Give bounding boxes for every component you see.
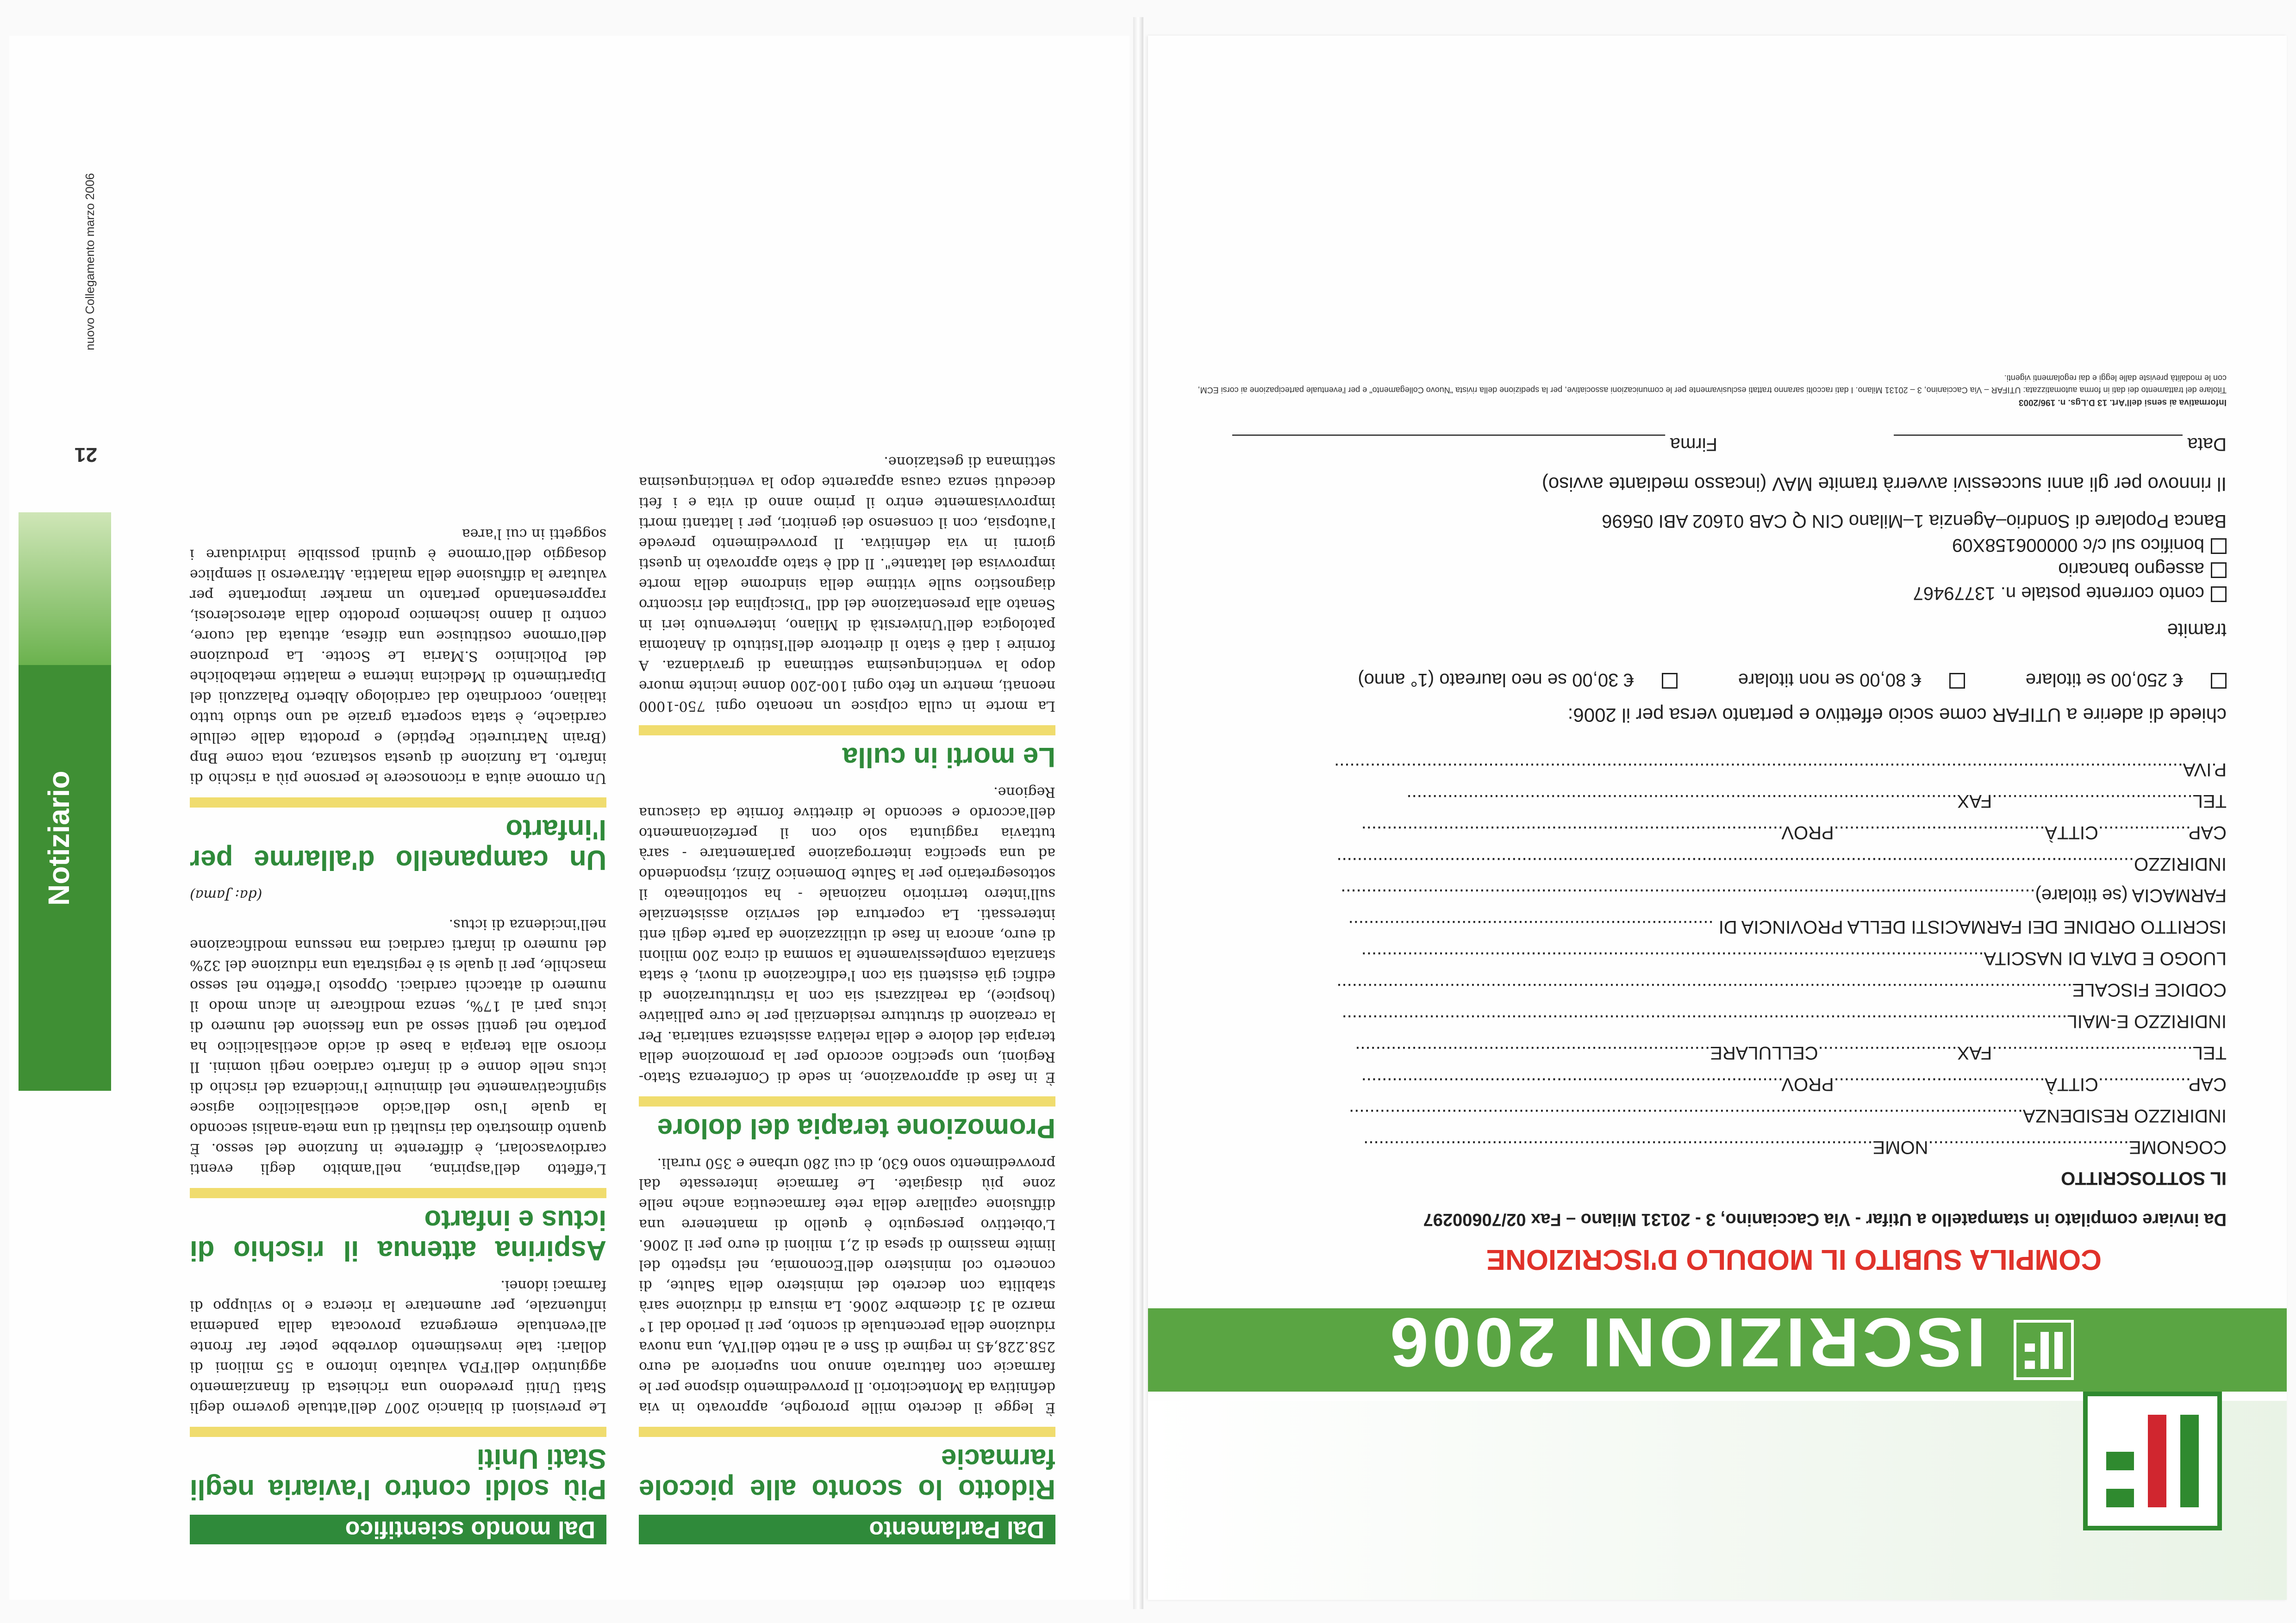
newsletter-column-2 <box>190 514 606 1544</box>
renewal-note: Il rinnovo per gli anni successivi avverrà tramite MAV (incasso mediante avviso) <box>1541 473 2227 495</box>
article-title-culla: Le morti in culla <box>842 742 1055 773</box>
checkbox-icon[interactable] <box>2211 673 2227 689</box>
field-pharmacy-tel-fax[interactable]: TEL.......................................FAX........................................................................................................... <box>1406 791 2227 811</box>
membership-request: chiede di aderire a UTIFAR come socio effettivo e pertanto versa per il 2006: <box>1567 704 2227 726</box>
privacy-text: Titolare del trattamento dei dati in forma automatizzata: UTIFAR – Via Caccianino, 3 – 20131 Milano. I dati raccolti saranno trattati esclusivamente per le comunicazioni associative, per la spedizione della rivista "Nuovo Collegamento" e per l'eventuale partecipazione ai corsi ECM, con le modalità previste dalle leggi e dai regolamenti vigenti. <box>1198 373 2227 395</box>
checkbox-icon[interactable] <box>1949 673 1965 689</box>
registration-header <box>1148 1304 2287 1600</box>
checkbox-icon[interactable] <box>2211 538 2227 554</box>
payment-option-postal[interactable]: conto corrente postale n. 13779467 <box>1185 581 2227 605</box>
newsletter-column-1 <box>639 442 1055 1544</box>
field-email[interactable]: INDIRIZZO E-MAIL............................................................................................................................................. <box>1341 1011 2227 1032</box>
field-pharmacy-address[interactable]: INDIRIZZO........................................................................................................................................................... <box>1336 854 2227 874</box>
signatory-label: IL SOTTOSCRITTO <box>2061 1168 2227 1188</box>
binding-gutter <box>1133 17 1143 1609</box>
bank-details: Banca Popolare di Sondrio–Agenzia 1–Milano CIN Q CAB 01602 ABI 05696 <box>1602 511 2227 531</box>
fee-option-neo-laureato[interactable]: € 30,00 se neo laureato (1° anno) <box>1330 670 1677 690</box>
article-body-culla: La morte in culla colpisce un neonato ogni 750-1000 neonati, mentre un feto ogni 100-200 donne incinte muore dopo la venticinquesima settimana di gravidanza. A fornire i dati è stato il direttore dell'Istituto di Anatomia patologica dell'Università di Milano, intervenuto ieri in Senato alla presentazione del ddl "Disciplina del riscontro diagnostico sulle vittime della sindrome della morte improvvisa del lattante". Il ddl è stato approvato in questi giorni in via definitiva. Il provvedimento prevede l'autopsia, con il consenso dei genitori, per i lattanti morti improvvisamente entro il primo anno di vita e i feti deceduti senza causa apparente dopo la venticinquesima settimana di gestazione. <box>639 454 1055 714</box>
field-residence[interactable]: INDIRIZZO RESIDENZA................................................................................................................................... <box>1349 1106 2227 1126</box>
form-headline: COMPILA SUBITO IL MODULO D'ISCRIZIONE <box>1486 1244 2102 1275</box>
article-body-campanello: Un ormone aiuta a riconoscere le persone più a rischio di infarto. La funzione di questa sostanza, nota come Bnp (Brain Natriuretic Peptide) e prodotta dalle cellule cardiache, è stata scoperta grazie ad uno studio tutto italiano, coordinato dal cardiologo Alberto Palazzuoli del Dipartimento di Medicina interna e malattie metaboliche del Policlinico S.Maria Le Scotte. La produzione dell'ormone costituisce una difesa, attuata dal cuore, contro il danno ischemico prodotto dalla aterosclerosi, rappresentando pertanto un marker importante per valutare la diffusione della malattia. Attraverso il semplice dosaggio dell'ormone è quindi possibile individuare i soggetti in cui l'area <box>190 526 606 786</box>
privacy-notice <box>1185 372 2227 408</box>
field-tel-fax-mobile[interactable]: TEL.......................................FAX...........................CELLULARE..................................................................... <box>1355 1043 2227 1063</box>
registration-page <box>1148 36 2287 1600</box>
payment-label: tramite <box>2167 620 2227 641</box>
article-title-aviaria: Più soldi contro l'aviaria negli Stati Uniti <box>190 1443 606 1505</box>
checkbox-icon[interactable] <box>1662 673 1678 689</box>
newsletter-page <box>9 36 1129 1600</box>
signature-row <box>1185 427 2227 454</box>
article-body-sconto: È legge il decreto mille proroghe, approvato in via definitiva da Montecitorio. Il provvedimento dispone per le farmacie con fatturato annuo non superiore ad euro 258.228,45 in regime di Ssn e al netto dell'IVA, una nuova riduzione della percentuale di sconto, per il periodo dal 1° marzo al 31 dicembre 2006. La misura di riduzione sarà stabilita con decreto del ministero della Salute, di concerto col ministero dell'Economia, nel rispetto del limite massimo di spesa di 2,1 milioni di euro per il 2006. L'obiettivo perseguito è quello di mantenere una diffusione capillare della rete farmaceutica anche nelle zone più disagiate. Le farmacie interessate dal provvedimento sono 630, di cui 280 urbane e 350 rurali. <box>639 1155 1055 1416</box>
payment-options <box>1185 509 2227 605</box>
field-pharmacy[interactable]: FARMACIA (se titolare)....................................................................................................................................... <box>1341 885 2227 906</box>
article-body-aspirina: L'effetto dell'aspirina, nell'ambito degli eventi cardiovascolari, è differente in funzione del sesso. È quanto dimostrato dai risultati di una meta-analisi secondo la quale l'uso dell'acido acetilsalicilico agisce significativamente nel diminuire l'incidenza del rischio di ictus nelle donne e di infarto cardiaco negli uomini. Il ricorso alla terapia a base di acido acetilsalicilico ha portato nel gentil sesso ad una flessione del numero di ictus pari al 17%, senza modificare in alcun modo il numero di attacchi cardiaci. Opposto l'effetto nel sesso maschile, per il quale si è registrata una riduzione del 32% del numero di infarti cardiaci ma nessuna modificazione nell'incidenza di ictus. <box>190 916 606 1177</box>
article-title-sconto: Ridotto lo sconto alle piccole farmacie <box>639 1443 1055 1505</box>
field-order-province[interactable]: ISCRITTO ORDINE DEI FARMACISTI DELLA PROVINCIA DI ....................................................................... <box>1348 917 2227 937</box>
section-scientifico: Dal mondo scientifico <box>190 1515 606 1544</box>
send-instruction: Da inviare compilato in stampatello a Utifar - Via Caccianino, 3 - 20131 Milano – Fax 02/70600297 <box>1423 1210 2227 1229</box>
registration-form <box>1185 372 2227 1276</box>
signature-field[interactable]: Firma __________________________________________ <box>1232 434 1717 454</box>
utifar-logo <box>2083 1392 2222 1530</box>
title-rule <box>639 1096 1055 1107</box>
field-surname-name[interactable]: COGNOME.......................................NOME................................................................................................... <box>1363 1137 2227 1157</box>
fee-options <box>1185 669 2227 690</box>
field-fiscal-code[interactable]: CODICE FISCALE............................................................................................................................................... <box>1336 980 2227 1000</box>
date-field[interactable]: Data ____________________________ <box>1894 434 2227 454</box>
title-rule <box>190 1188 606 1198</box>
title-rule <box>639 725 1055 735</box>
section-parlamento: Dal Parlamento <box>639 1515 1055 1544</box>
title-rule <box>190 797 606 808</box>
registration-title: ISCRIZIONI 2006 <box>1386 1304 1986 1381</box>
payment-option-cheque[interactable]: assegno bancario <box>1185 557 2227 581</box>
issue-footer: nuovo Collegamento marzo 2006 <box>83 173 97 350</box>
page-number: 21 <box>75 443 97 466</box>
article-title-campanello: Un campanello d'allarme per l'infarto <box>190 814 606 876</box>
field-birth[interactable]: LUOGO E DATA DI NASCITA......................................................................................................................... <box>1361 948 2227 969</box>
checkbox-icon[interactable] <box>2211 562 2227 578</box>
form-fields <box>1185 754 2227 1163</box>
article-title-dolore: Promozione terapia del dolore <box>657 1113 1055 1144</box>
payment-option-transfer[interactable]: bonifico sul c/c 000006158X09 <box>1185 533 2227 557</box>
checkbox-icon[interactable] <box>2211 586 2227 602</box>
utifar-logo-small <box>2014 1320 2074 1380</box>
article-body-dolore: È in fase di approvazione, in sede di Conferenza Stato-Regioni, uno specifico accordo per la promozione della terapia del dolore e della relativa assistenza sanitaria. Per la creazione di strutture residenziali per le cure palliative (hospice), da realizzarsi sia con la ristrutturazione di edifici già esistenti sia con l'edificazione di nuovi, è stata stanziata complessivamente la somma di circa 200 milioni di euro, ancora in fase di utilizzazione da parte degli enti interessati. La copertura del servizio assistenziale sull'intero territorio nazionale - ha sottolineato il sottosegretario per la Salute Domenico Zinzi, rispondendo ad una specifica interrogazione parlamentare - sarà tuttavia raggiunta solo con il perfezionamento dell'accordo e secondo le direttive fornite da ciascuna Regione. <box>639 784 1055 1085</box>
title-rule <box>190 1427 606 1437</box>
field-cap-city-prov[interactable]: CAP..................CITTÀ.........................................PROV.................................................................................. <box>1361 1074 2227 1094</box>
fee-option-non-titolare[interactable]: € 80,00 se non titolare <box>1710 670 1965 690</box>
fee-option-titolare[interactable]: € 250,00 se titolare <box>1998 670 2227 690</box>
sidebar-label: Notiziario <box>42 771 75 906</box>
sidebar-hourglass-image <box>19 512 111 665</box>
article-source-aspirina: (da: Jama) <box>190 887 262 903</box>
field-pharmacy-cap-city-prov[interactable]: CAP..................CITTÀ.........................................PROV.................................................................................. <box>1361 822 2227 843</box>
field-vat[interactable]: P.IVA..................................................................................................................................................................... <box>1334 759 2227 780</box>
title-rule <box>639 1427 1055 1437</box>
privacy-title: Informativa ai sensi dell'Art. 13 D.Lgs. n. 196/2003 <box>2018 398 2227 407</box>
article-title-aspirina: Aspirina attenua il rischio di ictus e infarto <box>190 1205 606 1266</box>
article-body-aviaria: Le previsioni di bilancio 2007 dell'attuale governo degli Stati Uniti prevedono una richiesta di finanziamento aggiuntivo dell'FDA valutato intorno a 55 milioni di dollari: tale investimento dovrebbe poter far fronte all'eventuale emergenza provocata dalla pandemia influenzale, per aumentare la ricerca e lo sviluppo di farmaci idonei. <box>190 1277 606 1416</box>
